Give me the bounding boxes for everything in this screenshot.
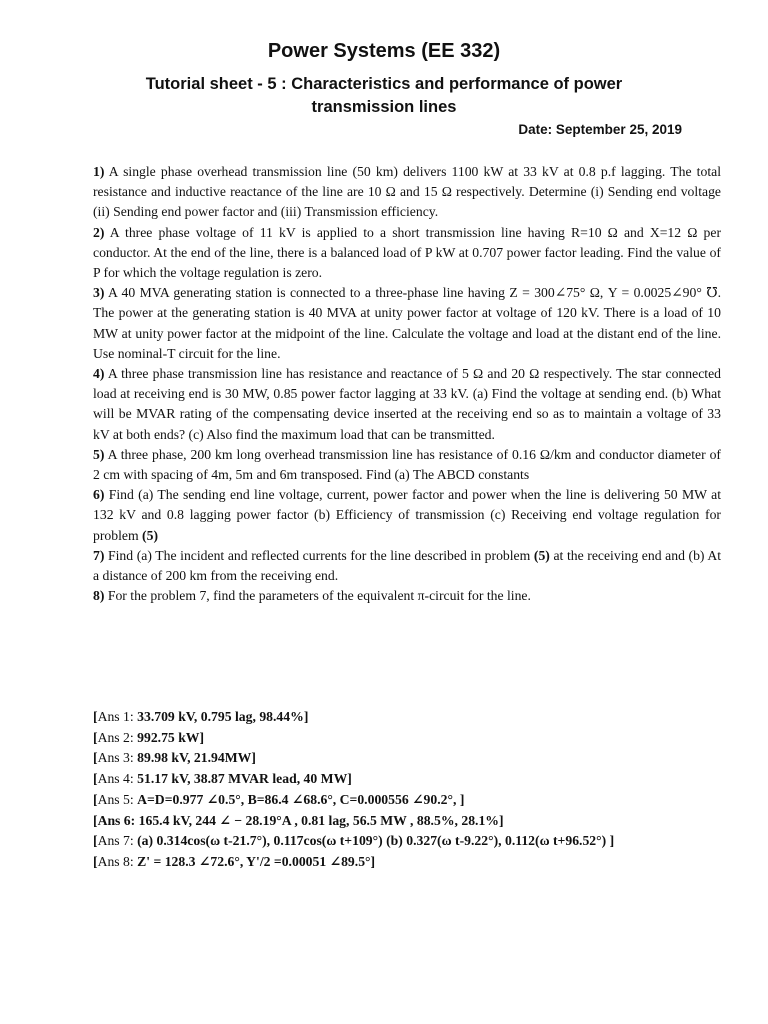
problem-number: 6): [93, 487, 105, 503]
answer-label: Ans 5: [97, 791, 130, 807]
problem-text: Find (a) The sending end line voltage, current, power factor and power when the line is delivering 50 MW at 132 kV and 0.8 lagging power factor (b) Efficiency of transmission (c) Receiving end voltage regulation for problem: [93, 487, 721, 543]
answer-value: 992.75 kW: [137, 729, 200, 745]
answer-value: A=D=0.977 ∠0.5°, B=86.4 ∠68.6°, C=0.000556 ∠90.2°,: [137, 791, 460, 807]
problem-text-continued: at the receiving end and (b) At a distance of 200 km from the receiving end.: [93, 547, 722, 584]
problem-5: [93, 445, 721, 485]
answer-list: [93, 707, 733, 873]
problem-number: 3): [93, 285, 105, 301]
answer-8: [Ans 8: Z' = 128.3 ∠72.6°, Y'/2 =0.00051 ∠89.5°]: [93, 853, 376, 869]
problem-list: [93, 162, 721, 606]
problem-number: 7): [93, 547, 105, 563]
answer-1: [Ans 1: 33.709 kV, 0.795 lag, 98.44%]: [93, 709, 309, 724]
problem-text: For the problem 7, find the parameters of the equivalent π-circuit for the line.: [107, 588, 531, 604]
answer-label: Ans 4: [97, 771, 130, 787]
answer-label: Ans 2: [97, 729, 130, 745]
problem-reference: (5): [142, 527, 159, 543]
problem-1: [93, 162, 721, 223]
problem-text: A 40 MVA generating station is connected to a three-phase line having Z = 300∠75° Ω, Y = 0.0025∠90° ℧. The power at the generating station is 40 MVA at unity power factor at voltage of 120 kV. There is a load of 10 MW at unity power factor at the midpoint of the line. Calculate the voltage and load at the distant end of the line. Use nominal-T circuit for the line.: [93, 285, 722, 361]
answer-4: [Ans 4: 51.17 kV, 38.87 MVAR lead, 40 MW]: [93, 771, 352, 787]
problem-text: A single phase overhead transmission line (50 km) delivers 1100 kW at 33 kV at 0.8 p.f lagging. The total resistance and inductive reactance of the line are 10 Ω and 15 Ω respectively. Determine (i) Sending end voltage (ii) Sending end power factor and (iii) Transmission efficiency.: [93, 164, 721, 220]
sheet-date: Date: September 25, 2019: [518, 122, 682, 137]
answer-label: Ans 7: [97, 833, 130, 849]
problem-text: Find (a) The incident and reflected currents for the line described in problem: [108, 547, 531, 563]
problem-4: [93, 364, 721, 445]
answer-value: Z' = 128.3 ∠72.6°, Y'/2 =0.00051 ∠89.5°: [137, 853, 371, 869]
problem-text: A three phase, 200 km long overhead transmission line has resistance of 0.16 Ω/km and conductor diameter of 2 cm with spacing of 4m, 5m and 6m transposed. Find (a) The ABCD constants: [93, 446, 721, 483]
answer-label: Ans 1: [97, 709, 130, 724]
answer-value: (a) 0.314cos(ω t-21.7°), 0.117cos(ω t+109°) (b) 0.327(ω t-9.22°), 0.112(ω t+96.52°): [137, 833, 610, 849]
answer-label: Ans 8: [97, 853, 130, 869]
problem-6: [93, 485, 721, 546]
problem-text: A three phase voltage of 11 kV is applied to a short transmission line having R=10 Ω and X=12 Ω per conductor. At the end of the line, there is a balanced load of P kW at 0.707 power factor leading. Find the value of P for which the voltage regulation is zero.: [93, 224, 722, 281]
answer-value: 33.709 kV, 0.795 lag, 98.44%: [137, 709, 304, 724]
answer-value: 165.4 kV, 244 ∠ − 28.19°A , 0.81 lag, 56.5 MW , 88.5%, 28.1%: [138, 812, 499, 828]
answer-label: Ans 3: [97, 750, 130, 766]
answer-value: 89.98 kV, 21.94MW: [137, 750, 252, 766]
problem-number: 5): [93, 446, 105, 462]
answer-5: [Ans 5: A=D=0.977 ∠0.5°, B=86.4 ∠68.6°, C=0.000556 ∠90.2°, ]: [93, 791, 465, 807]
problem-number: 2): [93, 224, 105, 240]
problem-number: 1): [93, 164, 105, 179]
answer-label: Ans 6: [97, 812, 131, 828]
problem-number: 8): [93, 588, 105, 604]
problem-number: 4): [93, 366, 105, 382]
sheet-title: Tutorial sheet - 5 : Characteristics and performance of power transmission lines: [145, 75, 623, 116]
problem-8: [93, 586, 721, 606]
answer-6: [Ans 6: 165.4 kV, 244 ∠ − 28.19°A , 0.81 lag, 56.5 MW , 88.5%, 28.1%]: [93, 812, 504, 828]
problem-2: [93, 223, 721, 284]
answer-3: [Ans 3: 89.98 kV, 21.94MW]: [93, 750, 256, 766]
problem-reference: (5): [533, 547, 550, 563]
problem-text: A three phase transmission line has resistance and reactance of 5 Ω and 20 Ω respectively. The star connected load at receiving end is 30 MW, 0.85 power factor lagging at 33 kV. (a) Find the voltage at sending end. (b) What will be MVAR rating of the compensating device inserted at the receiving end so as to maintain a voltage of 33 kV at both ends? (c) Also find the maximum load that can be transmitted.: [93, 366, 721, 442]
problem-7: [93, 546, 721, 586]
problem-3: [93, 283, 721, 364]
answer-7: [Ans 7: (a) 0.314cos(ω t-21.7°), 0.117cos(ω t+109°) (b) 0.327(ω t-9.22°), 0.112(ω t+96.52°) ]: [93, 833, 615, 849]
answer-2: [Ans 2: 992.75 kW]: [93, 729, 205, 745]
course-title: Power Systems (EE 332): [267, 40, 501, 62]
answer-value: 51.17 kV, 38.87 MVAR lead, 40 MW: [137, 771, 348, 787]
